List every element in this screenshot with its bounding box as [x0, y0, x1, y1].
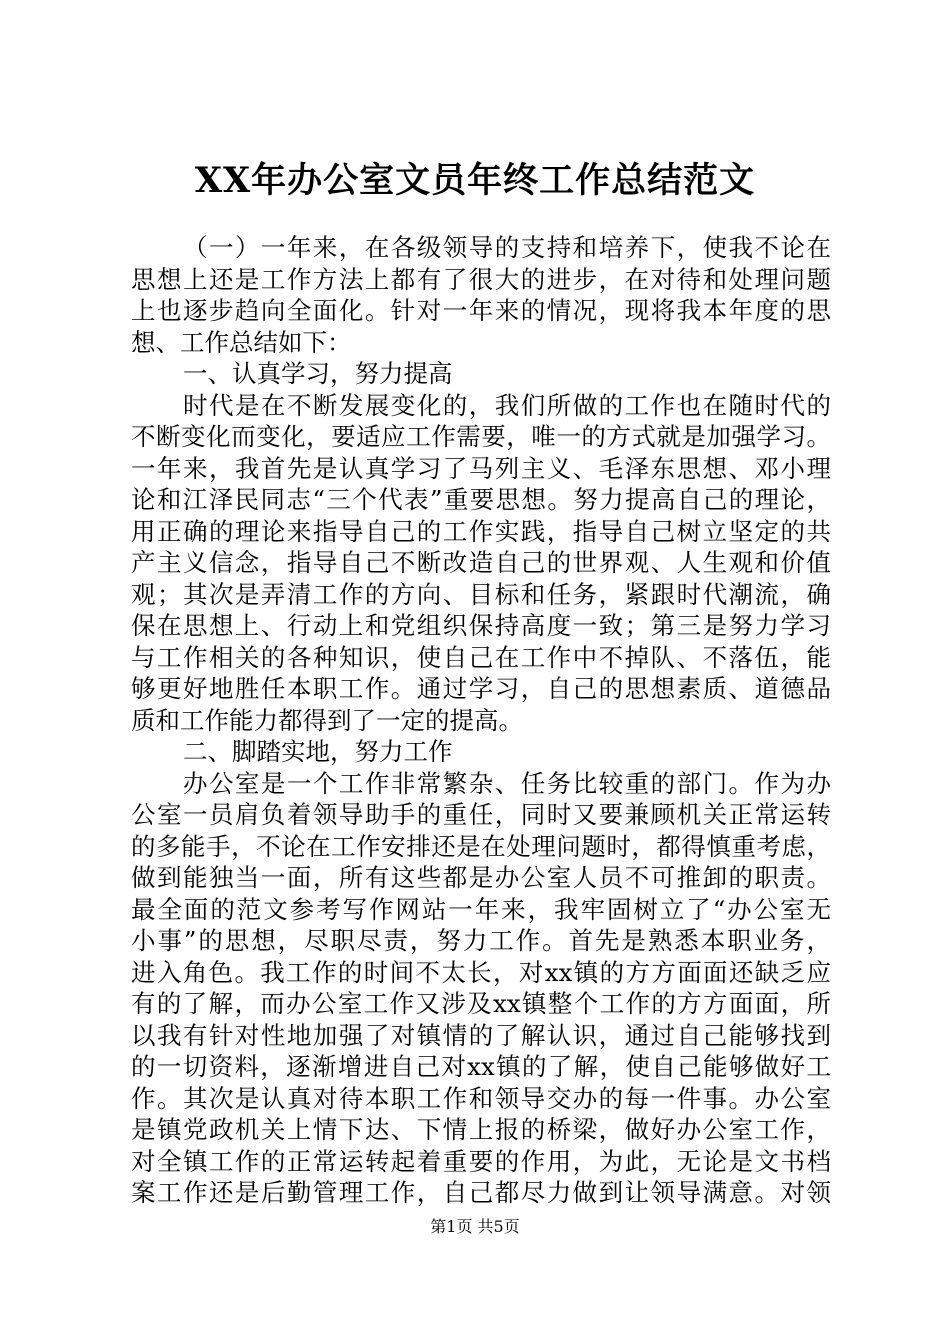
document-title: XX年办公室文员年终工作总结范文 — [194, 160, 756, 201]
text-line: 做到能独当一面，所有这些都是办公室人员不可推卸的职责。 — [131, 863, 831, 892]
text-line: 保在思想上、行动上和党组织保持高度一致；第三是努力学习 — [131, 611, 831, 640]
text-line: 以我有针对性地加强了对镇情的了解认识，通过自己能够找到 — [131, 1020, 831, 1050]
text-line: 小事”的思想，尽职尽责，努力工作。首先是熟悉本职业务， — [131, 926, 831, 955]
text-line: 的多能手，不论在工作安排还是在处理问题时，都得慎重考虑， — [131, 831, 831, 861]
text-line: 有的了解，而办公室工作又涉及xx镇整个工作的方方面面，所 — [131, 989, 831, 1018]
text-line: 二、脚踏实地，努力工作 — [183, 737, 453, 766]
text-line: 想、工作总结如下： — [131, 327, 352, 357]
text-line: 办公室是一个工作非常繁杂、任务比较重的部门。作为办 — [183, 768, 831, 798]
text-line: 是镇党政机关上情下达、下情上报的桥梁，做好办公室工作， — [131, 1115, 831, 1144]
text-line: 观；其次是弄清工作的方向、目标和任务，紧跟时代潮流，确 — [131, 579, 831, 609]
text-line: 公室一员肩负着领导助手的重任，同时又要兼顾机关正常运转 — [131, 800, 831, 829]
text-line: 论和江泽民同志“三个代表”重要思想。努力提高自己的理论， — [131, 485, 831, 514]
text-line: 不断变化而变化，要适应工作需要，唯一的方式就是加强学习。 — [131, 422, 831, 451]
text-line: 与工作相关的各种知识，使自己在工作中不掉队、不落伍，能 — [131, 642, 831, 672]
text-line: （一）一年来，在各级领导的支持和培养下，使我不论在 — [183, 233, 831, 262]
text-line: 一、认真学习，努力提高 — [183, 359, 453, 388]
text-line: 时代是在不断发展变化的，我们所做的工作也在随时代的 — [183, 390, 831, 420]
text-line: 产主义信念，指导自己不断改造自己的世界观、人生观和价值 — [131, 548, 831, 577]
document-body — [131, 232, 831, 1209]
text-line: 思想上还是工作方法上都有了很大的进步，在对待和处理问题 — [131, 264, 831, 294]
text-line: 进入角色。我工作的时间不太长，对xx镇的方方面面还缺乏应 — [131, 957, 831, 987]
text-line: 够更好地胜任本职工作。通过学习，自己的思想素质、道德品 — [131, 674, 831, 703]
text-line: 作。其次是认真对待本职工作和领导交办的每一件事。办公室 — [131, 1083, 831, 1113]
text-line: 最全面的范文参考写作网站一年来，我牢固树立了“办公室无 — [131, 894, 831, 924]
text-line: 用正确的理论来指导自己的工作实践，指导自己树立坚定的共 — [131, 516, 831, 546]
text-line: 对全镇工作的正常运转起着重要的作用，为此，无论是文书档 — [131, 1146, 831, 1176]
text-line: 上也逐步趋向全面化。针对一年来的情况，现将我本年度的思 — [131, 296, 831, 325]
text-line: 一年来，我首先是认真学习了马列主义、毛泽东思想、邓小理 — [131, 453, 831, 483]
text-line: 的一切资料，逐渐增进自己对xx镇的了解，使自己能够做好工 — [131, 1052, 831, 1081]
page-footer: 第1页 共5页 — [430, 1217, 520, 1236]
text-line: 案工作还是后勤管理工作，自己都尽力做到让领导满意。对领 — [131, 1178, 831, 1207]
text-line: 质和工作能力都得到了一定的提高。 — [131, 705, 523, 735]
